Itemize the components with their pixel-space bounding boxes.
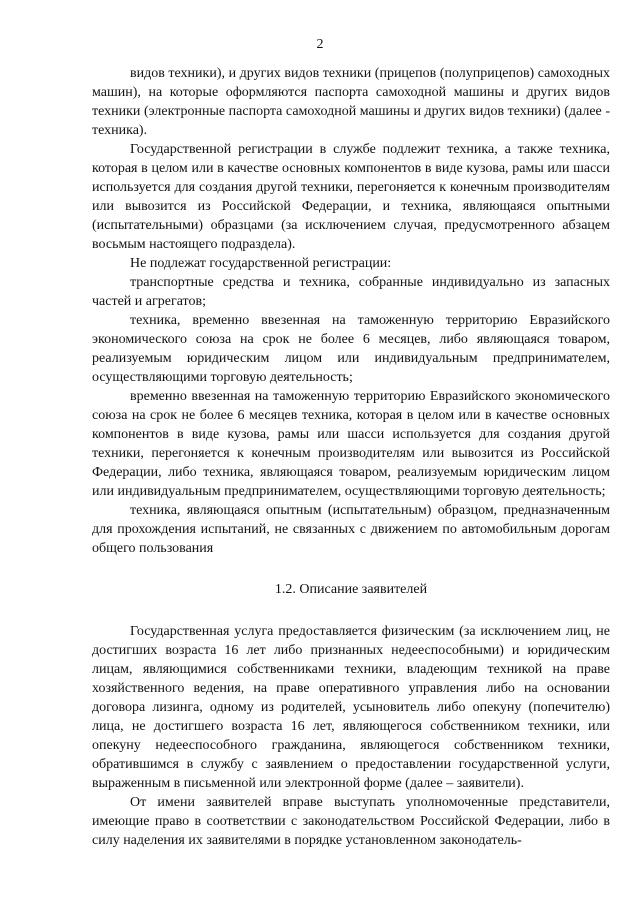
paragraph-applicants: Государственная услуга предоставляется физическим (за исключением лиц, не достигших возраста 16 лет либо признанных недееспособными) и юридическим лицам, являющимися собственниками техники, владеющим техникой на праве хозяйственного ведения, на праве оперативного управления либо на основании договора лизинга, одному из родителей, усыновитель либо опекуну (попечителю) лица, не достигшего возраста 16 лет, являющегося собственником техники, или опекуну недееспособного гражданина, являющегося собственником техники, обратившимся в службу с заявлением о предоставлении государственной услуги, выраженным в письменной или электронной форме (далее – заявители). [92,624,610,791]
list-item-assembled-vehicles: транспортные средства и техника, собранные индивидуально из запасных частей и агрегатов; [92,275,610,309]
list-item-test-samples: техника, являющаяся опытным (испытательным) образцом, предназначенным для прохождения испытаний, не связанных с движением по автомобильным дорогам общего пользования [92,503,610,556]
paragraph-continuation: видов техники), и других видов техники (прицепов (полуприцепов) самоходных машин), на которые оформляются паспорта самоходной машины и других видов техники (электронные паспорта самоходной машины и других видов техники) (далее - техника). [92,66,610,138]
section-heading: 1.2. Описание заявителей [274,582,428,597]
document-body [92,64,610,850]
list-item-temporarily-imported: техника, временно ввезенная на таможенную территорию Евразийского экономического союза на срок не более 6 месяцев, либо являющаяся товаром, реализуемым юридическим лицом или индивидуальным предпринимателем, осуществляющими торговую деятельность; [92,313,610,385]
page-number: 2 [316,37,324,52]
paragraph-representatives: От имени заявителей вправе выступать уполномоченные представители, имеющие право в соответствии с законодательством Российской Федерации, либо в силу наделения их заявителями в порядке установленном законодатель- [92,795,610,848]
paragraph-not-subject-intro: Не подлежат государственной регистрации: [130,256,392,271]
list-item-temporarily-imported-components: временно ввезенная на таможенную территорию Евразийского экономического союза на срок не более 6 месяцев техника, которая в целом или в качестве основных компонентов в виде кузова, рамы или шасси используется для создания другой техники, перегоняется к конечным производителям или вывозится из Российской Федерации, либо техника, являющаяся товаром, реализуемым юридическим лицом или индивидуальным предпринимателем, осуществляющими торговую деятельность; [92,389,610,499]
paragraph-registration-scope: Государственной регистрации в службе подлежит техника, а также техника, которая в целом или в качестве основных компонентов в виде кузова, рамы или шасси используется для создания другой техники, перегоняется к конечным производителям или вывозится из Российской Федерации, и техника, являющаяся опытными (испытательными) образцами (за исключением случая, предусмотренного абзацем восьмым настоящего подраздела). [92,142,610,252]
